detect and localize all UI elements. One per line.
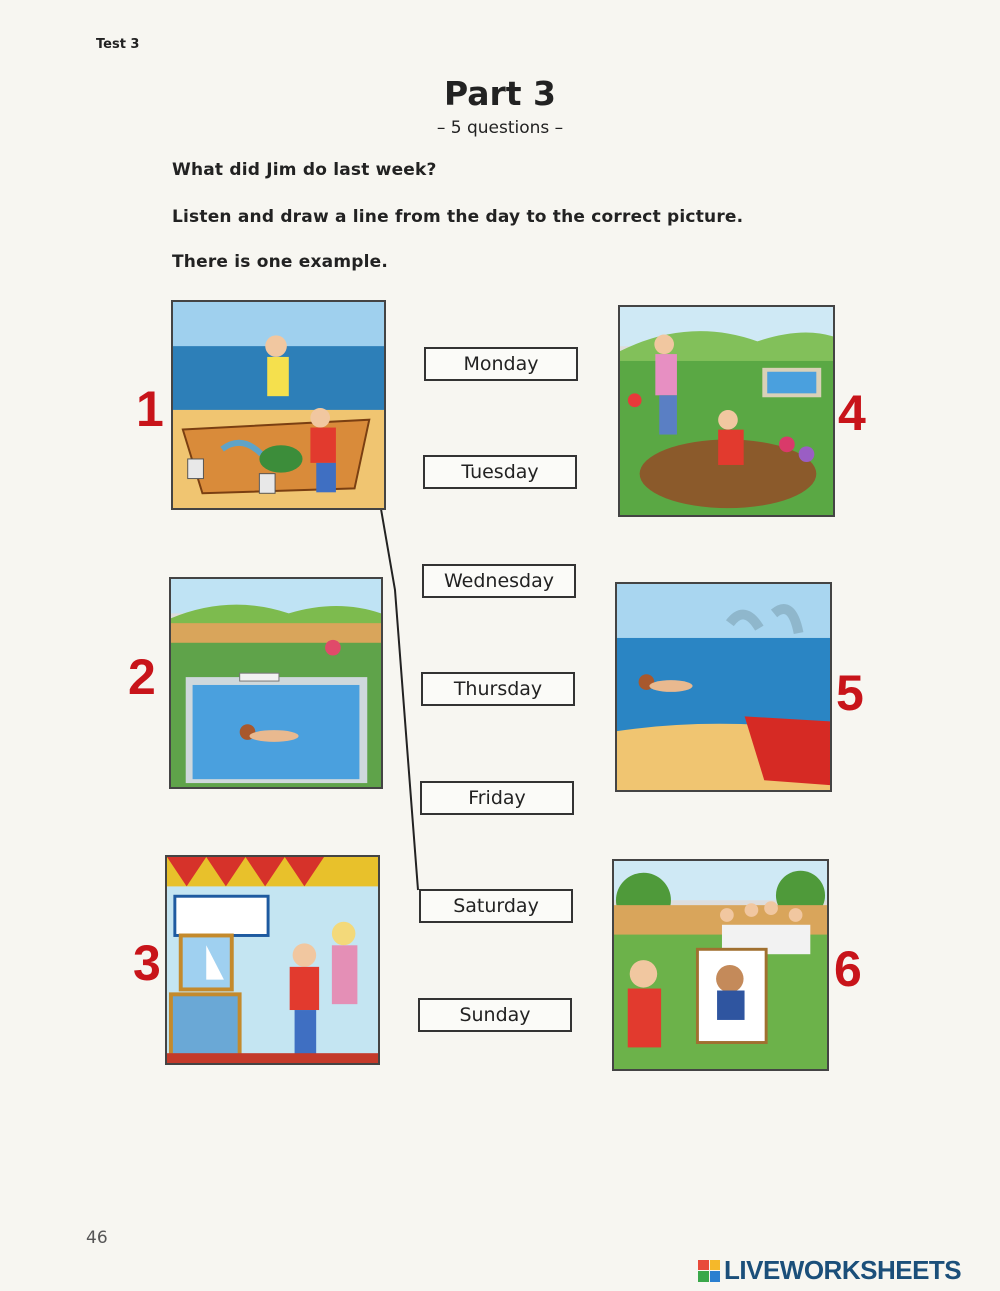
picture-number-5: 5: [836, 665, 864, 721]
picture-number-1: 1: [136, 381, 164, 437]
picture-1-painting-boat[interactable]: [171, 300, 386, 510]
day-box-monday[interactable]: Monday: [424, 347, 578, 381]
page-number: 46: [86, 1228, 108, 1248]
day-box-sunday[interactable]: Sunday: [418, 998, 572, 1032]
picture-2-swimming-pool[interactable]: [169, 577, 383, 789]
picture-5-sea-dolphins[interactable]: [615, 582, 832, 792]
picture-number-3: 3: [133, 935, 161, 991]
picture-number-4: 4: [838, 385, 866, 441]
picture-4-gardening[interactable]: [618, 305, 835, 517]
picture-3-art-shop[interactable]: [165, 855, 380, 1065]
day-box-saturday[interactable]: Saturday: [419, 889, 573, 923]
day-box-friday[interactable]: Friday: [420, 781, 574, 815]
day-box-tuesday[interactable]: Tuesday: [423, 455, 577, 489]
liveworksheets-logo: [698, 1255, 961, 1286]
day-box-thursday[interactable]: Thursday: [421, 672, 575, 706]
page-title: Part 3: [443, 74, 557, 113]
question-text: What did Jim do last week?: [172, 160, 437, 180]
task-text: Listen and draw a line from the day to the correct picture.: [172, 207, 744, 227]
page-subtitle: – 5 questions –: [436, 118, 564, 138]
test-label: Test 3: [96, 37, 140, 52]
day-box-wednesday[interactable]: Wednesday: [422, 564, 576, 598]
picture-number-6: 6: [834, 941, 862, 997]
liveworksheets-icon: [698, 1260, 720, 1282]
brand-name: LIVEWORKSHEETS: [724, 1255, 962, 1285]
picture-6-painting-pirate[interactable]: [612, 859, 829, 1071]
example-text: There is one example.: [172, 252, 389, 272]
picture-number-2: 2: [128, 649, 156, 705]
